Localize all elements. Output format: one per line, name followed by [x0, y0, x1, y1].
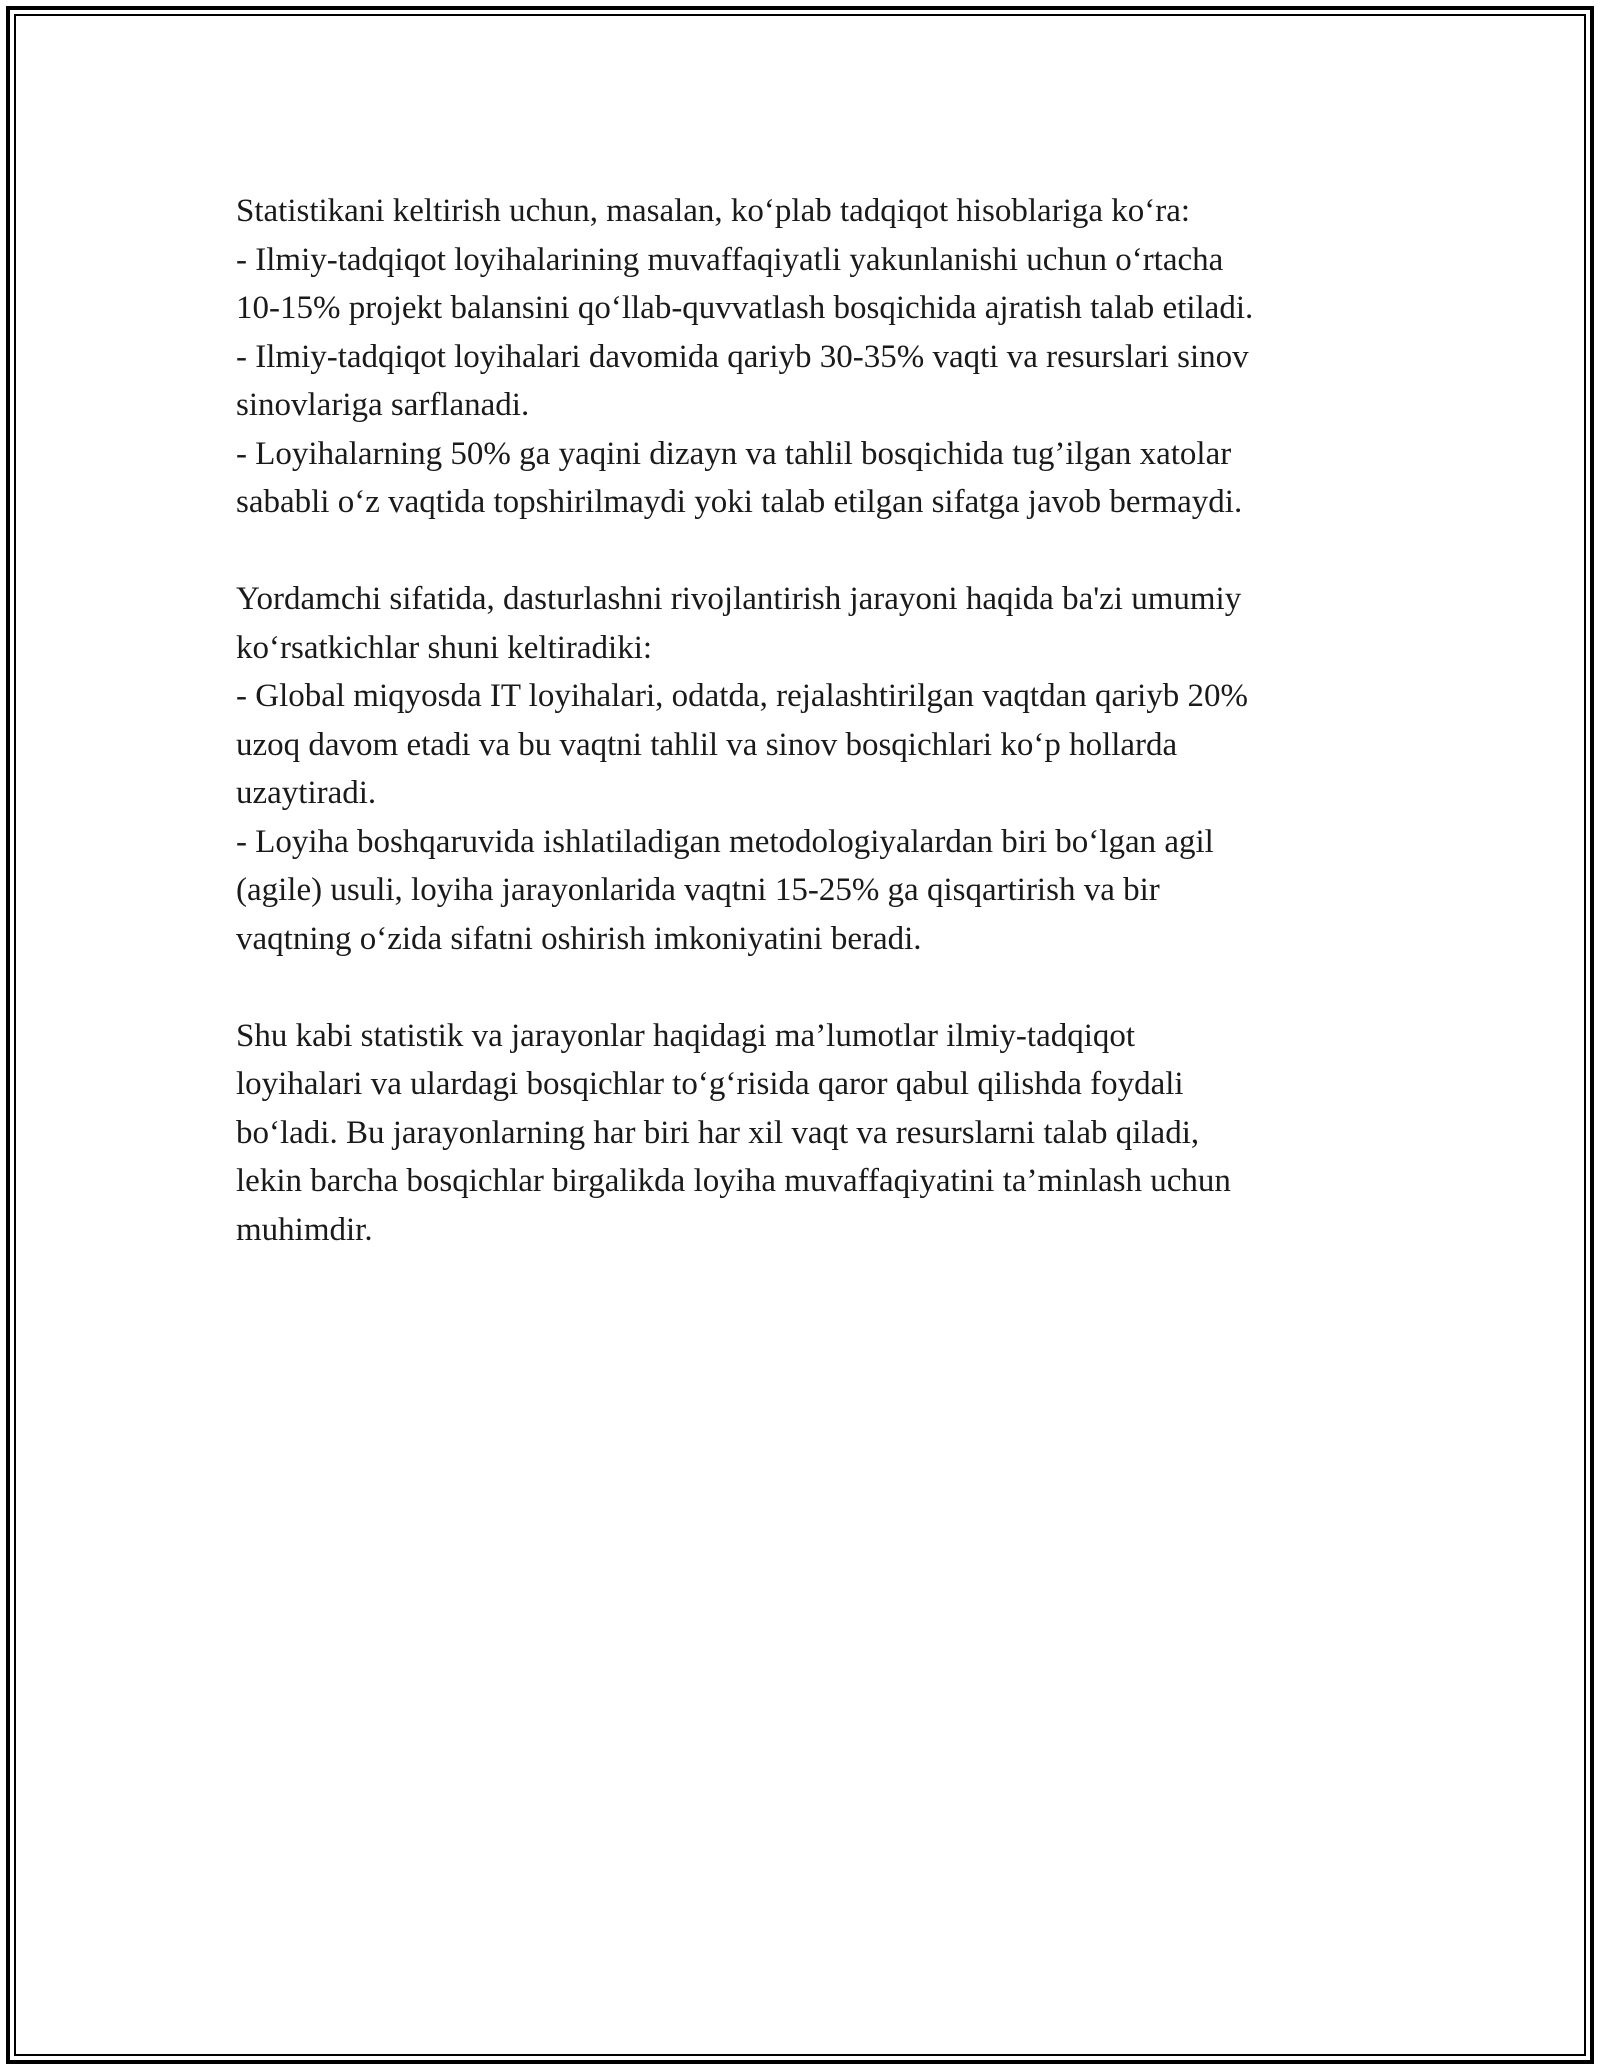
text-line: muhimdir.: [236, 1211, 373, 1248]
paragraph-conclusion: [236, 1012, 1376, 1255]
text-line: sinovlariga sarflanadi.: [236, 387, 530, 423]
text-line: - Loyiha boshqaruvida ishlatiladigan metodologiyalardan biri bo‘lgan agil: [236, 823, 1214, 860]
text-line: 10-15% projekt balansini qo‘llab-quvvatlash bosqichida ajratish talab etiladi.: [236, 290, 1254, 326]
text-line: Yordamchi sifatida, dasturlashni rivojlantirish jarayoni haqida ba'zi umumiy: [236, 581, 1242, 617]
text-line: - Global miqyosda IT loyihalari, odatda, rejalashtirilgan vaqtdan qariyb 20%: [236, 678, 1249, 714]
text-line: - Ilmiy-tadqiqot loyihalari davomida qariyb 30-35% vaqti va resurslari sinov: [236, 338, 1249, 375]
text-line: Statistikani keltirish uchun, masalan, ko‘plab tadqiqot hisoblariga ko‘ra:: [236, 193, 1191, 229]
document-body: [236, 187, 1376, 1254]
text-line: bo‘ladi. Bu jarayonlarning har biri har xil vaqt va resurslarni talab qiladi,: [236, 1114, 1200, 1151]
text-line: lekin barcha bosqichlar birgalikda loyiha muvaffaqiyatini ta’minlash uchun: [236, 1163, 1231, 1199]
text-line: Shu kabi statistik va jarayonlar haqidagi ma’lumotlar ilmiy-tadqiqot: [236, 1017, 1136, 1054]
paragraph-development: [236, 575, 1376, 963]
paragraph-statistics: [236, 187, 1376, 527]
paragraph-spacer: [236, 527, 1376, 576]
paragraph-spacer: [236, 963, 1376, 1012]
text-line: vaqtning o‘zida sifatni oshirish imkoniyatini beradi.: [236, 920, 922, 957]
text-line: sababli o‘z vaqtida topshirilmaydi yoki talab etilgan sifatga javob bermaydi.: [236, 484, 1243, 520]
text-line: loyihalari va ulardagi bosqichlar to‘g‘risida qaror qabul qilishda foydali: [236, 1066, 1184, 1102]
text-line: (agile) usuli, loyiha jarayonlarida vaqtni 15-25% ga qisqartirish va bir: [236, 872, 1160, 908]
text-line: ko‘rsatkichlar shuni keltiradiki:: [236, 629, 653, 666]
text-line: - Ilmiy-tadqiqot loyihalarining muvaffaqiyatli yakunlanishi uchun o‘rtacha: [236, 241, 1224, 278]
text-line: - Loyihalarning 50% ga yaqini dizayn va tahlil bosqichida tug’ilgan xatolar: [236, 435, 1232, 472]
text-line: uzoq davom etadi va bu vaqtni tahlil va sinov bosqichlari ko‘p hollarda: [236, 726, 1178, 763]
text-line: uzaytiradi.: [236, 775, 377, 811]
